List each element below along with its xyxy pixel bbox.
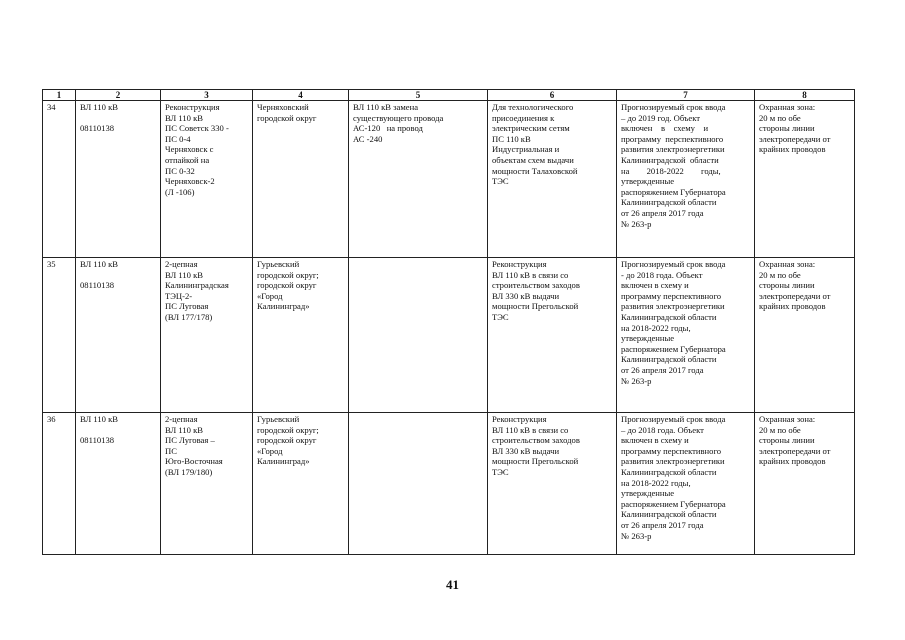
- table-header-row: [43, 90, 855, 101]
- cell-text-line: АС-120 на провод: [353, 123, 423, 134]
- cell-text-line: 20 м по обе: [759, 112, 801, 123]
- cell-text-line: № 263-р: [621, 218, 652, 229]
- cell-text-line: Калининградской области: [621, 154, 719, 165]
- cell-text-line: ВЛ 110 кВ в связи со: [492, 269, 569, 280]
- cell-text-line: № 263-р: [621, 375, 652, 386]
- district-cell: [253, 258, 349, 413]
- cell-text-line: Калининград»: [257, 301, 310, 312]
- cell-text-line: ПС: [165, 445, 177, 456]
- cell-text-line: Реконструкция: [492, 414, 547, 424]
- purpose-cell: [488, 413, 617, 555]
- cell-text-line: электропередачи от: [759, 133, 831, 144]
- cell-text-line: от 26 апреля 2017 года: [621, 207, 704, 218]
- cell-text-line: включен в схему и: [621, 280, 689, 291]
- cell-text-line: городской округ: [257, 280, 317, 291]
- cell-text-line: развития электроэнергетики: [621, 144, 725, 155]
- cell-text-line: Гурьевский: [257, 414, 300, 424]
- cell-text-line: ПС 0-4: [165, 133, 191, 144]
- cell-text-line: крайних проводов: [759, 456, 826, 467]
- column-header: 8: [755, 90, 855, 101]
- cell-text-line: ТЭС: [492, 311, 509, 322]
- cell-text-line: 2-цепная: [165, 414, 198, 424]
- term-cell: [617, 413, 755, 555]
- cell-text-line: утвержденные: [621, 333, 675, 344]
- cell-text-line: 20 м по обе: [759, 424, 801, 435]
- cell-text-line: Индустриальная и: [492, 144, 560, 155]
- cell-text-line: городской округ: [257, 435, 317, 446]
- cell-text-line: Калининградской области: [621, 311, 717, 322]
- row-number-cell: 36: [43, 413, 76, 555]
- cell-text-line: Калининградской области: [621, 197, 717, 208]
- table-row: [43, 101, 855, 258]
- cell-text-line: включен в схему и: [621, 435, 689, 446]
- term-cell: [617, 258, 755, 413]
- cell-text-line: развития электроэнергетики: [621, 301, 725, 312]
- cell-text-line: Черняховск-2: [165, 176, 215, 187]
- cell-text-line: электропередачи от: [759, 290, 831, 301]
- protection-zone-cell: [755, 413, 855, 555]
- cell-text-line: ВЛ 110 кВ: [165, 269, 204, 280]
- district-cell: [253, 101, 349, 258]
- cell-text-line: (Л -106): [165, 186, 195, 197]
- cell-text-line: Охранная зона:: [759, 102, 816, 112]
- register-table: [42, 89, 855, 555]
- cell-text-line: (ВЛ 177/178): [165, 311, 213, 322]
- cell-text-line: утвержденные: [621, 488, 675, 499]
- cell-text-line: мощности Прегольской: [492, 301, 579, 312]
- column-header: 5: [349, 90, 488, 101]
- cell-text-line: Калининградская: [165, 280, 229, 291]
- cell-text-line: ВЛ 110 кВ: [80, 414, 119, 424]
- cell-text-line: стороны линии: [759, 280, 815, 291]
- cell-text-line: на 2018-2022 годы,: [621, 477, 691, 488]
- cell-text-line: стороны линии: [759, 435, 815, 446]
- cell-text-line: 20 м по обе: [759, 269, 801, 280]
- cell-text-line: мощности Талаховской: [492, 165, 578, 176]
- cell-text-line: Черняховский: [257, 102, 309, 112]
- cell-text-line: ТЭЦ-2-: [165, 290, 193, 301]
- cell-text-line: распоряжением Губернатора: [621, 498, 726, 509]
- work-description-cell: [349, 413, 488, 555]
- cell-text-line: – до 2018 года. Объект: [621, 424, 704, 435]
- cell-text-line: ВЛ 330 кВ выдачи: [492, 290, 560, 301]
- column-header: 2: [76, 90, 161, 101]
- cell-text-line: ПС Луговая –: [165, 435, 215, 446]
- cell-text-line: ВЛ 110 кВ: [165, 112, 204, 123]
- cell-text-line: существующего провода: [353, 112, 444, 123]
- cell-text-line: присоединения к: [492, 112, 555, 123]
- cell-text-line: Реконструкция: [492, 259, 547, 269]
- cell-text-line: 08110138: [80, 123, 115, 134]
- cell-text-line: Охранная зона:: [759, 259, 816, 269]
- cell-text-line: распоряжением Губернатора: [621, 343, 726, 354]
- cell-text-line: электропередачи от: [759, 445, 831, 456]
- cell-text-line: 2-цепная: [165, 259, 198, 269]
- cell-text-line: ВЛ 110 кВ: [165, 424, 204, 435]
- column-header: 4: [253, 90, 349, 101]
- cell-text-line: мощности Прегольской: [492, 456, 579, 467]
- line-route-cell: [161, 101, 253, 258]
- cell-text-line: ПС Советск 330 -: [165, 123, 229, 134]
- cell-text-line: Реконструкция: [165, 102, 220, 112]
- purpose-cell: [488, 258, 617, 413]
- district-cell: [253, 413, 349, 555]
- cell-text-line: развития электроэнергетики: [621, 456, 725, 467]
- cell-text-line: строительством заходов: [492, 435, 580, 446]
- cell-text-line: на 2018-2022 годы,: [621, 322, 691, 333]
- term-cell: [617, 101, 755, 258]
- cell-text-line: 08110138: [80, 435, 115, 446]
- column-header: 1: [43, 90, 76, 101]
- cell-text-line: городской округ;: [257, 424, 319, 435]
- cell-text-line: ТЭС: [492, 466, 509, 477]
- cell-text-line: Прогнозируемый срок ввода: [621, 102, 726, 112]
- cell-text-line: Калининградской области: [621, 354, 717, 365]
- cell-text-line: ПС 110 кВ: [492, 133, 531, 144]
- cell-text-line: ВЛ 330 кВ выдачи: [492, 445, 560, 456]
- cell-text-line: ВЛ 110 кВ замена: [353, 102, 419, 112]
- cell-text-line: «Город: [257, 445, 283, 456]
- page-number: 41: [446, 577, 459, 592]
- line-code-cell: [76, 258, 161, 413]
- row-number-cell: 35: [43, 258, 76, 413]
- cell-text-line: Охранная зона:: [759, 414, 816, 424]
- cell-text-line: распоряжением Губернатора: [621, 186, 726, 197]
- protection-zone-cell: [755, 258, 855, 413]
- line-route-cell: [161, 413, 253, 555]
- cell-text-line: программу перспективного: [621, 133, 724, 144]
- line-code-cell: [76, 101, 161, 258]
- column-header: 3: [161, 90, 253, 101]
- cell-text-line: Калининград»: [257, 456, 310, 467]
- cell-text-line: (ВЛ 179/180): [165, 466, 213, 477]
- cell-text-line: ВЛ 110 кВ: [80, 102, 119, 112]
- cell-text-line: «Город: [257, 290, 283, 301]
- cell-text-line: от 26 апреля 2017 года: [621, 519, 704, 530]
- protection-zone-cell: [755, 101, 855, 258]
- cell-text-line: крайних проводов: [759, 301, 826, 312]
- cell-text-line: – до 2019 год. Объект: [621, 112, 701, 123]
- cell-text-line: на 2018-2022 годы,: [621, 165, 721, 176]
- cell-text-line: крайних проводов: [759, 144, 826, 155]
- cell-text-line: 08110138: [80, 280, 115, 291]
- cell-text-line: АС -240: [353, 133, 383, 144]
- line-code-cell: [76, 413, 161, 555]
- cell-text-line: Прогнозируемый срок ввода: [621, 259, 726, 269]
- cell-text-line: строительством заходов: [492, 280, 580, 291]
- cell-text-line: № 263-р: [621, 530, 652, 541]
- cell-text-line: ТЭС: [492, 176, 509, 187]
- cell-text-line: ПС 0-32: [165, 165, 195, 176]
- cell-text-line: объектам схем выдачи: [492, 154, 574, 165]
- cell-text-line: Для технологического: [492, 102, 574, 112]
- table-row: [43, 413, 855, 555]
- cell-text-line: ВЛ 110 кВ: [80, 259, 119, 269]
- cell-text-line: Калининградской области: [621, 466, 717, 477]
- column-header: 6: [488, 90, 617, 101]
- cell-text-line: Юго-Восточная: [165, 456, 223, 467]
- cell-text-line: включен в схему и: [621, 123, 709, 134]
- table-row: [43, 258, 855, 413]
- cell-text-line: Калининградской области: [621, 509, 717, 520]
- cell-text-line: ВЛ 110 кВ в связи со: [492, 424, 569, 435]
- work-description-cell: [349, 101, 488, 258]
- cell-text-line: городской округ;: [257, 269, 319, 280]
- cell-text-line: городской округ: [257, 112, 317, 123]
- cell-text-line: отпайкой на: [165, 154, 210, 165]
- cell-text-line: программу перспективного: [621, 445, 722, 456]
- cell-text-line: ПС Луговая: [165, 301, 209, 312]
- cell-text-line: от 26 апреля 2017 года: [621, 364, 704, 375]
- cell-text-line: Гурьевский: [257, 259, 300, 269]
- row-number-cell: 34: [43, 101, 76, 258]
- cell-text-line: стороны линии: [759, 123, 815, 134]
- column-header: 7: [617, 90, 755, 101]
- cell-text-line: электрическим сетям: [492, 123, 570, 134]
- cell-text-line: - до 2018 года. Объект: [621, 269, 703, 280]
- work-description-cell: [349, 258, 488, 413]
- purpose-cell: [488, 101, 617, 258]
- cell-text-line: Прогнозируемый срок ввода: [621, 414, 726, 424]
- line-route-cell: [161, 258, 253, 413]
- cell-text-line: утвержденные: [621, 176, 675, 187]
- cell-text-line: программу перспективного: [621, 290, 722, 301]
- cell-text-line: Черняховск с: [165, 144, 214, 155]
